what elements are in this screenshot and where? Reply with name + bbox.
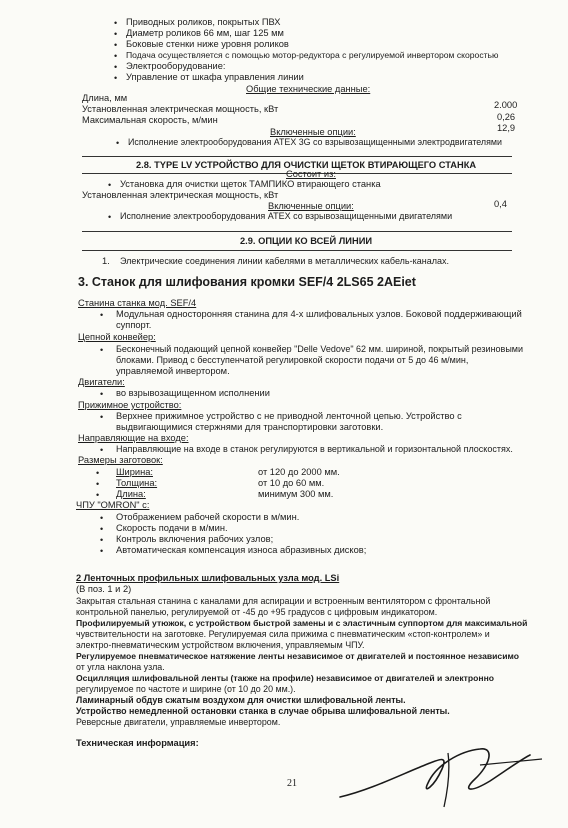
list-item: Боковые стенки ниже уровня роликов <box>126 39 289 49</box>
label: Размеры заготовок: <box>78 455 163 465</box>
divider <box>82 231 512 232</box>
paragraph-line: чувствительности на заготовке. Регулируемая сила прижима с пневматическим «стоп-контролем» и <box>76 629 490 639</box>
bullet: • <box>96 490 100 500</box>
paragraph-line: Модульная односторонняя станина для 4-х шлифовальных узлов. Боковой поддерживающий <box>116 309 522 319</box>
page-number: 21 <box>287 778 297 789</box>
bullet: • <box>114 29 118 39</box>
spec-label: Установленная электрическая мощность, кВт <box>82 190 279 200</box>
list-item: Автоматическая компенсация износа абразивных дисков; <box>116 545 367 555</box>
tech-info-title: Техническая информация: <box>76 738 199 748</box>
bullet: • <box>100 389 104 399</box>
section-title: 2.9. ОПЦИИ КО ВСЕЙ ЛИНИИ <box>240 236 373 246</box>
paragraph-line: Регулируемое пневматическое натяжение ленты независимое от двигателей и постоянное независимо <box>76 651 519 661</box>
section-title: 2.8. TYPE LV УСТРОЙСТВО ДЛЯ ОЧИСТКИ ЩЕТОК ВТИРАЮЩЕГО СТАНКА <box>136 160 477 170</box>
list-item: Диаметр роликов 66 мм, шаг 125 мм <box>126 28 284 38</box>
bullet: • <box>100 412 104 422</box>
paragraph-line: контрольной панелью, регулируемой от -45 до +95 градусов с цифровым индикатором. <box>76 607 438 617</box>
list-item: Электрические соединения линии кабелями в металлических кабель-каналах. <box>120 256 449 266</box>
option-item: Исполнение электрооборудования ATEX со взрывозащищенными двигателями <box>120 211 453 221</box>
bullet: • <box>114 40 118 50</box>
paragraph-line: блоками. Привод с бесступенчатой регулировкой скорости подачи от 5 до 46 м/мин, <box>116 355 469 365</box>
label: ЧПУ "OMRON" с: <box>76 500 150 510</box>
divider <box>82 250 512 251</box>
bullet: • <box>114 18 118 28</box>
spec-label: Установленная электрическая мощность, кВт <box>82 104 279 114</box>
paragraph-line: Верхнее прижимное устройство с не приводной ленточной цепью. Устройство с <box>116 411 462 421</box>
bullet: • <box>100 310 104 320</box>
paragraph-line: Ламинарный обдув сжатым воздухом для очистки шлифовальной ленты. <box>76 695 406 705</box>
size-value: от 10 до 60 мм. <box>258 478 325 488</box>
bullet: • <box>108 212 112 222</box>
spec-value: 2.000 <box>494 100 518 110</box>
bullet: • <box>96 479 100 489</box>
option-item: Исполнение электрооборудования ATEX 3G со взрывозащищенными электродвигателями <box>128 137 502 147</box>
list-item: Приводных роликов, покрытых ПВХ <box>126 17 281 27</box>
bullet: • <box>100 445 104 455</box>
bullet: • <box>100 513 104 523</box>
list-item: Управление от шкафа управления линии <box>126 72 304 82</box>
bullet: • <box>100 345 104 355</box>
paragraph-line: Осцилляция шлифовальной ленты (также на профиле) независимое от двигателей и электронно <box>76 673 495 683</box>
label: Прижимное устройство: <box>78 400 182 410</box>
options-title: Включенные опции: <box>270 127 356 137</box>
subsection-note: (В поз. 1 и 2) <box>76 584 132 594</box>
paragraph-line: Закрытая стальная станина с каналами для аспирации и встроенным вентилятором с фронтальной <box>76 596 491 606</box>
paragraph-line: от угла наклона узла. <box>76 662 165 672</box>
bullet: • <box>108 180 112 190</box>
list-item: Установка для очистки щеток ТАМПИКО втирающего станка <box>120 179 381 189</box>
paragraph-line: выдвигающимися стержнями для транспортировки заготовки. <box>116 422 384 432</box>
label: Цепной конвейер: <box>78 332 156 342</box>
bullet: • <box>114 73 118 83</box>
size-name: Ширина: <box>116 467 153 477</box>
section-heading: 3. Станок для шлифования кромки SEF/4 2LS65 2AEiet <box>78 275 416 289</box>
paragraph-line: во взрывозащищенном исполнении <box>116 388 270 398</box>
label: Станина станка мод. SEF/4 <box>78 298 197 308</box>
list-item: Электрооборудование: <box>126 61 226 71</box>
bullet: • <box>100 524 104 534</box>
bullet: • <box>100 546 104 556</box>
spec-label: Максимальная скорость, м/мин <box>82 115 218 125</box>
size-name: Длина: <box>116 489 146 499</box>
paragraph-line: электро-пневматическим устройством включения, управляемым ЧПУ. <box>76 640 365 650</box>
list-number: 1. <box>102 256 110 266</box>
size-name: Толщина: <box>116 478 158 488</box>
paragraph-line: управляемой инвертором. <box>116 366 230 376</box>
bullet: • <box>114 62 118 72</box>
paragraph-line: Реверсные двигатели, управляемые инвертором. <box>76 717 281 727</box>
paragraph-line: регулируемое по частоте и ширине (от 10 до 20 мм.). <box>76 684 296 694</box>
list-item: Скорость подачи в м/мин. <box>116 523 228 533</box>
signature-icon <box>330 735 550 815</box>
paragraph-line: Профилируемый утюжок, с устройством быстрой замены и с эластичным суппортом для максимальной <box>76 618 528 628</box>
spec-label: Длина, мм <box>82 93 128 103</box>
subsection-title: 2 Ленточных профильных шлифовальных узла мод. LSi <box>76 573 340 583</box>
spec-value: 12,9 <box>497 123 516 133</box>
paragraph-line: Устройство немедленной остановки станка в случае обрыва шлифовальной ленты. <box>76 706 450 716</box>
paragraph-line: суппорт. <box>116 320 152 330</box>
list-item: Отображением рабочей скорости в м/мин. <box>116 512 300 522</box>
label: Двигатели: <box>78 377 125 387</box>
spec-value: 0,4 <box>494 199 507 209</box>
bullet: • <box>116 138 120 148</box>
bullet: • <box>96 468 100 478</box>
list-item: Контроль включения рабочих узлов; <box>116 534 274 544</box>
list-item: Подача осуществляется с помощью мотор-редуктора с регулируемой инвертором скоростью <box>126 50 499 60</box>
paragraph-line: Направляющие на входе в станок регулируются в вертикальной и горизонтальной плоскостях. <box>116 444 513 454</box>
bullet: • <box>100 535 104 545</box>
size-value: от 120 до 2000 мм. <box>258 467 340 477</box>
consists-of: Состоит из: <box>286 169 336 179</box>
bullet: • <box>114 51 118 61</box>
divider <box>82 156 512 157</box>
size-value: минимум 300 мм. <box>258 489 334 499</box>
spec-value: 0,26 <box>497 112 516 122</box>
options-title: Включенные опции: <box>268 201 354 211</box>
paragraph-line: Бесконечный подающий цепной конвейер "Delle Vedove" 62 мм. шириной, покрытый резиновыми <box>116 344 524 354</box>
specs-title: Общие технические данные: <box>246 84 371 94</box>
label: Направляющие на входе: <box>78 433 189 443</box>
